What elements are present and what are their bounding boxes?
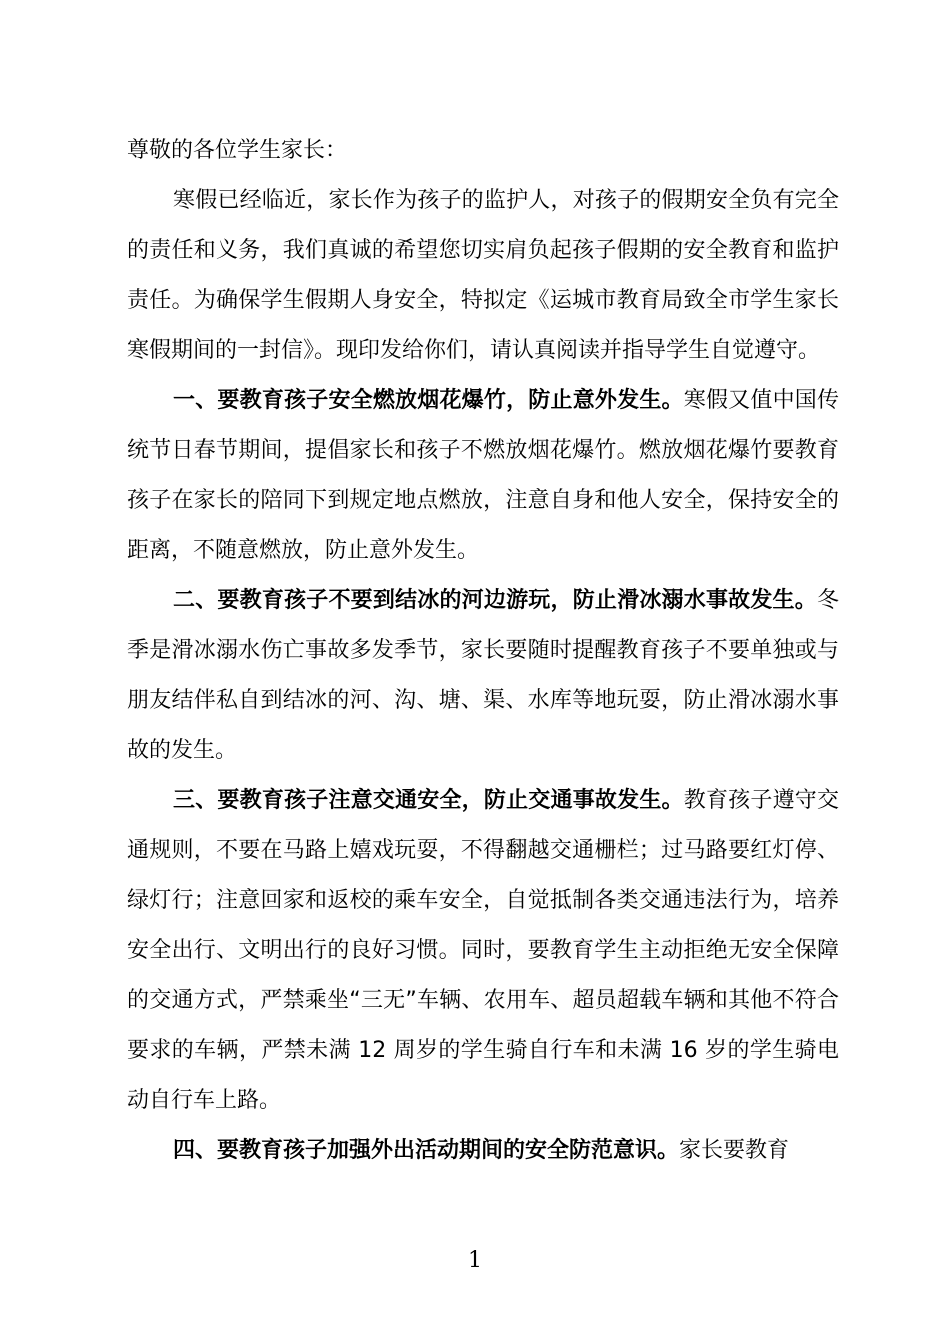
section-body: 冬季是滑冰溺水伤亡事故多发季节，家长要随时提醒教育孩子不要单独或与朋友结伴私自到结冰的河、沟、塘、渠、水库等地玩耍，防止滑冰溺水事故的发生。: [127, 588, 839, 763]
intro-paragraph: 寒假已经临近，家长作为孩子的监护人，对孩子的假期安全负有完全的责任和义务，我们真诚的希望您切实肩负起孩子假期的安全教育和监护责任。为确保学生假期人身安全，特拟定《运城市教育局致全市学生家长寒假期间的一封信》。现印发给你们，请认真阅读并指导学生自觉遵守。: [127, 188, 839, 363]
section-paragraph: [127, 576, 839, 776]
section-heading: 二、要教育孩子不要到结冰的河边游玩，防止滑冰溺水事故发生。: [173, 588, 817, 613]
section-body: 寒假又值中国传统节日春节期间，提倡家长和孩子不燃放烟花爆竹。燃放烟花爆竹要教育孩子在家长的陪同下到规定地点燃放，注意自身和他人安全，保持安全的距离，不随意燃放，防止意外发生。: [127, 388, 839, 563]
section-body: 家长要教育: [679, 1138, 790, 1163]
section-body: 教育孩子遵守交通规则，不要在马路上嬉戏玩耍，不得翻越交通栅栏；过马路要红灯停、绿灯行；注意回家和返校的乘车安全，自觉抵制各类交通违法行为，培养安全出行、文明出行的良好习惯。同时，要教育学生主动拒绝无安全保障的交通方式，严禁乘坐“三无”车辆、农用车、超员超载车辆和其他不符合要求的车辆，严禁未满 12 周岁的学生骑自行车和未满 16 岁的学生骑电动自行车上路。: [127, 788, 839, 1113]
greeting: 尊敬的各位学生家长：: [127, 138, 348, 163]
section-paragraph: [127, 376, 839, 576]
section-paragraph: [127, 1126, 839, 1176]
section-heading: 三、要教育孩子注意交通安全，防止交通事故发生。: [173, 788, 684, 813]
document-body: [127, 126, 839, 1176]
section-paragraph: [127, 776, 839, 1126]
section-heading: 四、要教育孩子加强外出活动期间的安全防范意识。: [173, 1138, 680, 1163]
section-heading: 一、要教育孩子安全燃放烟花爆竹，防止意外发生。: [173, 388, 684, 413]
page-number: 1: [468, 1248, 482, 1273]
